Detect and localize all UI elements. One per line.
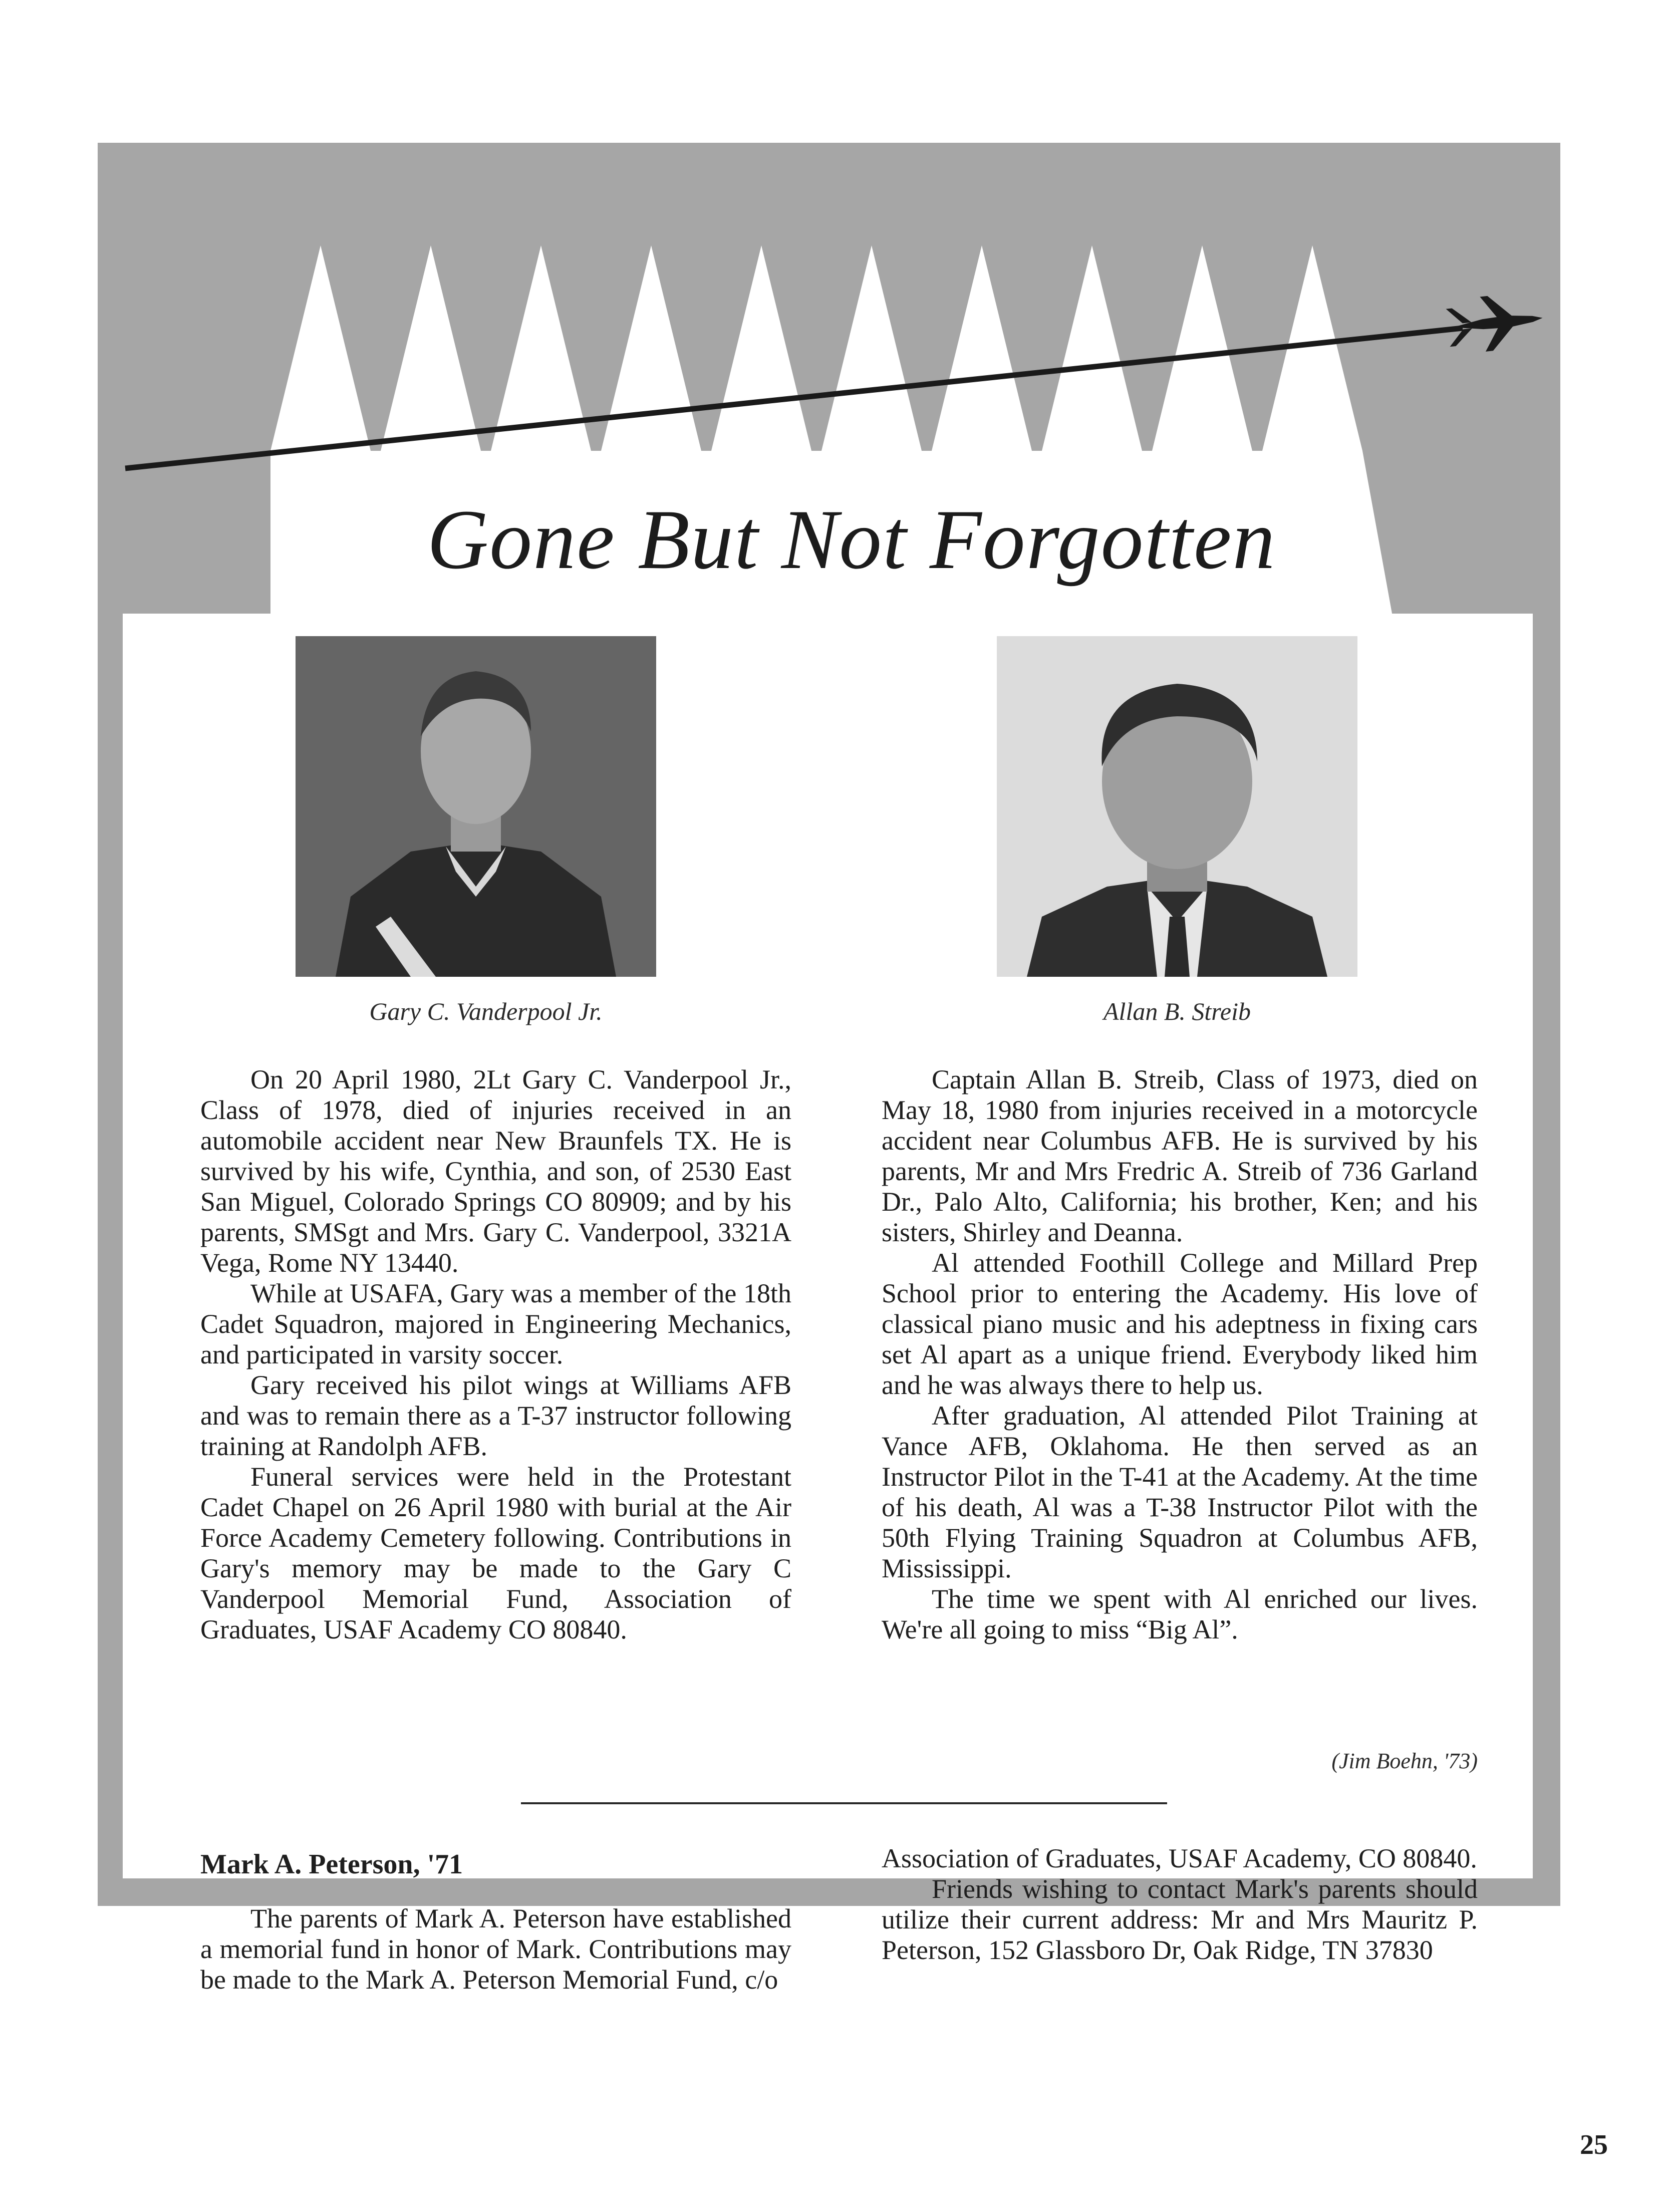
paragraph: While at USAFA, Gary was a member of the 18th Cadet Squadron, majored in Engineering Mechanics, and participated in varsity soccer.: [200, 1278, 791, 1369]
paragraph: After graduation, Al attended Pilot Training at Vance AFB, Oklahoma. He then served as an Instructor Pilot in the T-41 at the Academy. At the time of his death, Al was a T-38 Instructor Pilot with the 50th Flying Training Squadron at Columbus AFB, Mississippi.: [882, 1401, 1478, 1583]
obituary-text: [882, 1064, 1478, 1645]
memorial-text: [882, 1843, 1478, 1966]
paragraph: Al attended Foothill College and Millard Prep School prior to entering the Academy. His love of classical piano music and his adeptness in fixing cars set Al apart as a unique friend. Everybody liked him and he was always there to help us.: [882, 1248, 1478, 1400]
portrait-photo: [997, 636, 1357, 977]
paragraph: Captain Allan B. Streib, Class of 1973, died on May 18, 1980 from injuries received in a motorcycle accident near Columbus AFB. He is survived by his parents, Mr and Mrs Fredric A. Streib of 736 Garland Dr., Palo Alto, California; his brother, Ken; and his sisters, Shirley and Deanna.: [882, 1064, 1478, 1247]
portrait-caption: Allan B. Streib: [1103, 997, 1251, 1025]
obituary-text: [200, 1064, 791, 1645]
paragraph: The time we spent with Al enriched our lives. We're all going to miss “Big Al”.: [882, 1584, 1478, 1644]
author-signature: (Jim Boehn, '73): [1331, 1749, 1478, 1773]
memorial-text: [200, 1903, 791, 1995]
portrait-caption: Gary C. Vanderpool Jr.: [369, 997, 603, 1025]
page-title: Gone But Not Forgotten: [427, 492, 1276, 587]
portrait-photo: [296, 636, 656, 977]
paragraph: Friends wishing to contact Mark's parents should utilize their current address: Mr and Mrs Mauritz P. Peterson, 152 Glassboro Dr, Oak Ridge, TN 37830: [882, 1874, 1478, 1965]
page-number: 25: [1580, 2129, 1608, 2160]
paragraph: On 20 April 1980, 2Lt Gary C. Vanderpool Jr., Class of 1978, died of injuries received in an automobile accident near New Braunfels TX. He is survived by his wife, Cynthia, and son, of 2530 East San Miguel, Colorado Springs CO 80909; and by his parents, SMSgt and Mrs. Gary C. Vanderpool, 3321A Vega, Rome NY 13440.: [200, 1064, 791, 1278]
paragraph: Association of Graduates, USAF Academy, CO 80840.: [882, 1843, 1477, 1873]
section-divider: [521, 1802, 1167, 1804]
paragraph: The parents of Mark A. Peterson have established a memorial fund in honor of Mark. Contributions may be made to the Mark A. Peterson Memorial Fund, c/o: [200, 1903, 791, 1995]
paragraph: Funeral services were held in the Protestant Cadet Chapel on 26 April 1980 with burial at the Air Force Academy Cemetery following. Contributions in Gary's memory may be made to the Gary C Vanderpool Memorial Fund, Association of Graduates, USAF Academy CO 80840.: [200, 1462, 791, 1644]
paragraph: Gary received his pilot wings at Williams AFB and was to remain there as a T-37 instructor following training at Randolph AFB.: [200, 1370, 791, 1461]
memorial-heading: Mark A. Peterson, '71: [200, 1849, 463, 1880]
